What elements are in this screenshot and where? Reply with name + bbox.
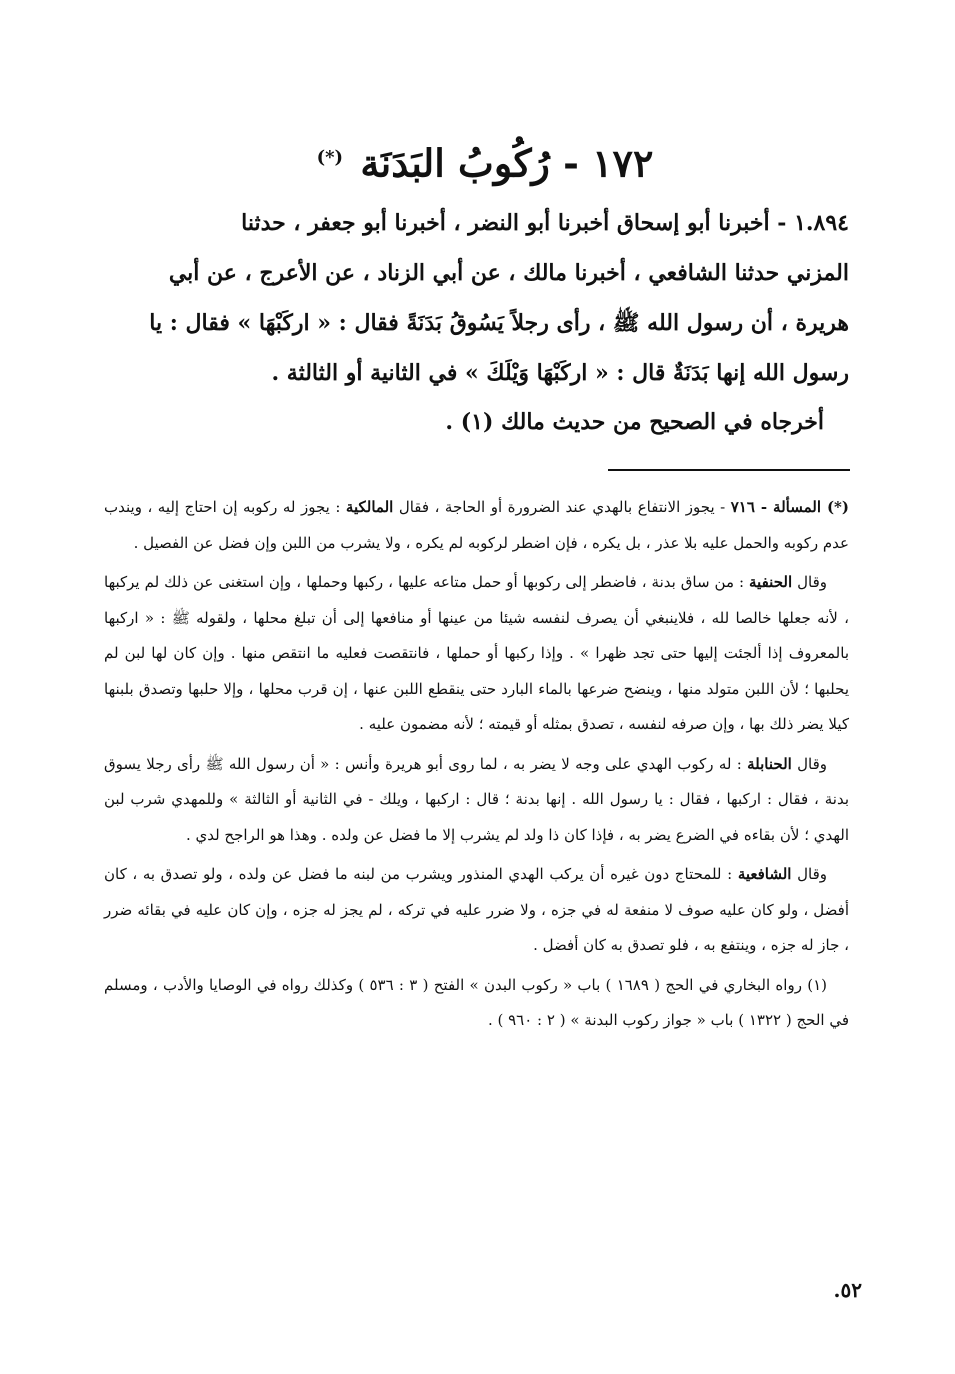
takhrij-text: أخرجاه في الصحيح من حديث مالك — [501, 409, 824, 435]
note-label: (*) المسألة - ٧١٦ — [730, 498, 849, 516]
hadith-line: ١.٨٩٤ - أخبرنا أبو إسحاق أخبرنا أبو النضر ، أخبرنا أبو جعفر ، حدثنا — [241, 210, 849, 236]
note-hanafi — [104, 565, 849, 743]
note-maliki — [104, 490, 849, 561]
footnotes — [104, 490, 849, 1043]
note-prefix: وقال — [791, 754, 827, 773]
note-prefix: وقال — [791, 865, 828, 883]
footnote-divider — [608, 469, 850, 471]
note-body: : من ساق بدنة ، فاضطر إلى ركوبها أو حمل متاعه عليها ، ركبها وحملها ، وإن استغنى عن ذلك لم يركبها ، لأنه جعلها خالصا لله ، فلاينبغي أن يصرف لنفسه شيئا من عينها أو منافعها إلى أن تبلغ محلها ، ولقوله ﷺ : « اركبها بالمعروف إذا ألجئت إليها حتى تجد ظهرا » . وإذا ركبها أو حملها ، فانتقصت فعليه ما انتقص منها . وإن كان لها لبن لم يحلبها ؛ لأن اللبن متولد منها ، وينضح ضرعها بالماء البارد حتى ينقطع اللبن عنها ، إن قرب محلها ، وإلا حلبها وتصدق بلبنها كيلا يضر ذلك بها ، وإن صرفه لنفسه ، تصدق بمثله أو قيمته ؛ لأنه مضمون عليه . — [104, 573, 849, 733]
chapter-title — [160, 128, 810, 194]
note-body: : له ركوب الهدي على وجه لا يضر به ، لما روى أبو هريرة وأنس : « أن رسول الله ﷺ رأى رجلا يسوق بدنة ، فقال : اركبها ، فقال : يا رسول الله . إنها بدنة ؛ قال : اركبها ، ويلك - في الثانية أو الثالثة » وللمهدي شرب لبن الهدي ؛ لأن بقاءه في الضرع يضر به ، فإذا كان ذا ولد لم يشرب إلا ما فضل عن ولده . وهذا هو الراجح لدي . — [104, 754, 849, 844]
note-body: : يجوز له ركوبه إن احتاج إليه ، ويندب عدم ركوبه والحمل عليه بلا عذر ، بل يكره ، فإن اضطر لركوبه لم يكره ، ولا يشرب من اللبن وإن فضل عن الفصيل . — [104, 498, 849, 552]
school-name: الحنفية — [749, 573, 793, 591]
title-dash: - — [563, 140, 579, 186]
hadith-text — [104, 198, 849, 398]
note-hanbali — [104, 747, 849, 854]
takhrij-end: . — [445, 409, 454, 435]
school-name: الحنابلة — [747, 754, 792, 773]
chapter-heading: رُكُوبُ البَدَنَة — [360, 140, 550, 186]
title-footnote-mark: (*) — [316, 147, 344, 168]
chapter-number: ١٧٢ — [592, 140, 654, 186]
school-name: الشافعية — [737, 865, 792, 883]
hadith-line: رسول الله إنها بَدَنَةٌ قال : « اركَبْهَا وَيْلَكَ » في الثانية أو الثالثة . — [271, 360, 849, 386]
takhrij-line — [104, 402, 824, 442]
page-number: ٥٢. — [833, 1278, 862, 1302]
note-shafii — [104, 857, 849, 964]
footnote-1: (١) رواه البخاري في الحج ( ١٦٨٩ ) باب « ركوب البدن » الفتح ( ٣ : ٥٣٦ ) وكذلك رواه في الوصايا والأدب ، ومسلم في الحج ( ١٣٢٢ ) باب « جواز ركوب البدنة » ( ٢ : ٩٦٠ ) . — [104, 975, 849, 1029]
note-body: : للمحتاج دون غيره أن يركب الهدي المنذور ويشرب من لبنه ما فضل عن ولده ، ولو تصدق به ، كان أفضل ، ولو كان عليه صوف لا منفعة له في جزه ، ولا ضرر عليه في تركه ، لم يجز له جزه ، وإن كان عليه في بقائه ضرر ، جاز له جزه ، وينتفع به ، فلو تصدق به كان أفضل . — [104, 865, 849, 954]
takhrij-footnote-ref: (١) — [460, 409, 494, 435]
note-intro: - يجوز الانتفاع بالهدي عند الضرورة أو الحاجة ، فقال — [393, 498, 731, 516]
school-name: المالكية — [345, 498, 394, 516]
note-prefix: وقال — [792, 573, 827, 591]
hadith-line: المزني حدثنا الشافعي ، أخبرنا مالك ، عن أبي الزناد ، عن الأعرج ، عن أبي — [168, 260, 849, 286]
hadith-line: هريرة ، أن رسول الله ﷺ ، رأى رجلاً يَسُوقُ بَدَنَةً فقال : « اركَبْهَا » فقال : يا — [149, 310, 849, 336]
